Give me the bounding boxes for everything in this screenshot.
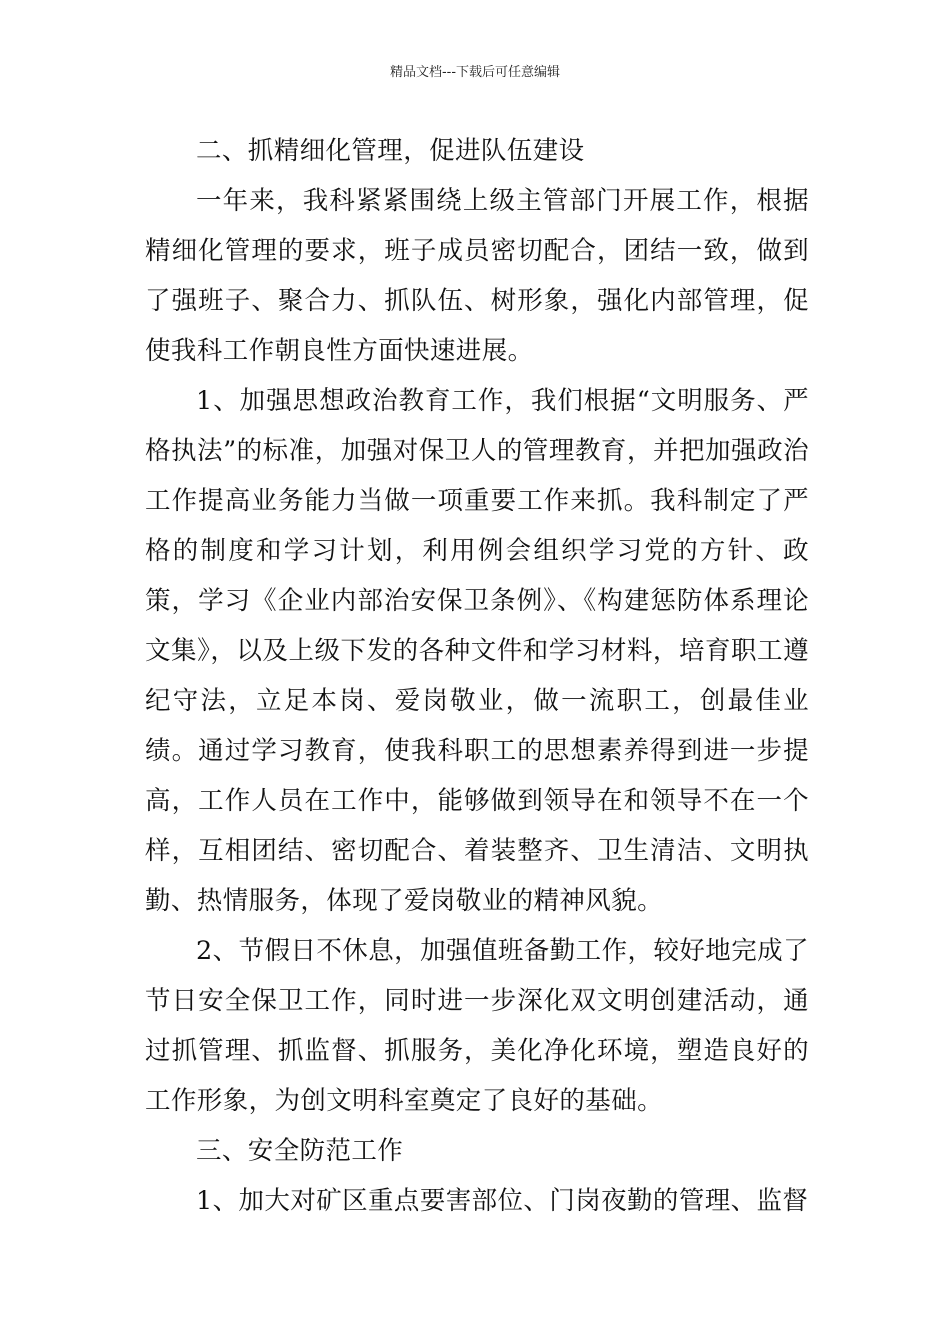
page-header: 精品文档---下载后可任意编辑 (389, 65, 561, 80)
section-heading-3: 三、安全防范工作 (196, 1136, 404, 1166)
paragraph-item-2: 2、节假日不休息，加强值班备勤工作，较好地完成了节日安全保卫工作，同时进一步深化双文明创建活动，通过抓管理、抓监督、抓服务，美化净化环境，塑造良好的工作形象，为创文明科室奠定了良好的基础。 (145, 936, 809, 1116)
paragraph-item-1: 1、加强思想政治教育工作，我们根据“文明服务、严格执法”的标准，加强对保卫人的管理教育，并把加强政治工作提高业务能力当做一项重要工作来抓。我科制定了严格的制度和学习计划，利用例会组织学习党的方针、政策，学习《企业内部治安保卫条例》、《构建惩防体系理论文集》，以及上级下发的各种文件和学习材料，培育职工遵纪守法，立足本岗、爱岗敬业，做一流职工，创最佳业绩。通过学习教育，使我科职工的思想素养得到进一步提高，工作人员在工作中，能够做到领导在和领导不在一个样，互相团结、密切配合、着装整齐、卫生清洁、文明执勤、热情服务，体现了爱岗敬业的精神风貌。 (145, 386, 809, 916)
paragraph-item-3-1: 1、加大对矿区重点要害部位、门岗夜勤的管理、监督 (196, 1186, 809, 1216)
document-body (145, 126, 809, 1226)
paragraph-intro: 一年来，我科紧紧围绕上级主管部门开展工作，根据精细化管理的要求，班子成员密切配合，团结一致，做到了强班子、聚合力、抓队伍、树形象，强化内部管理，促使我科工作朝良性方面快速进展。 (145, 186, 809, 366)
section-heading-2: 二、抓精细化管理，促进队伍建设 (196, 136, 585, 166)
